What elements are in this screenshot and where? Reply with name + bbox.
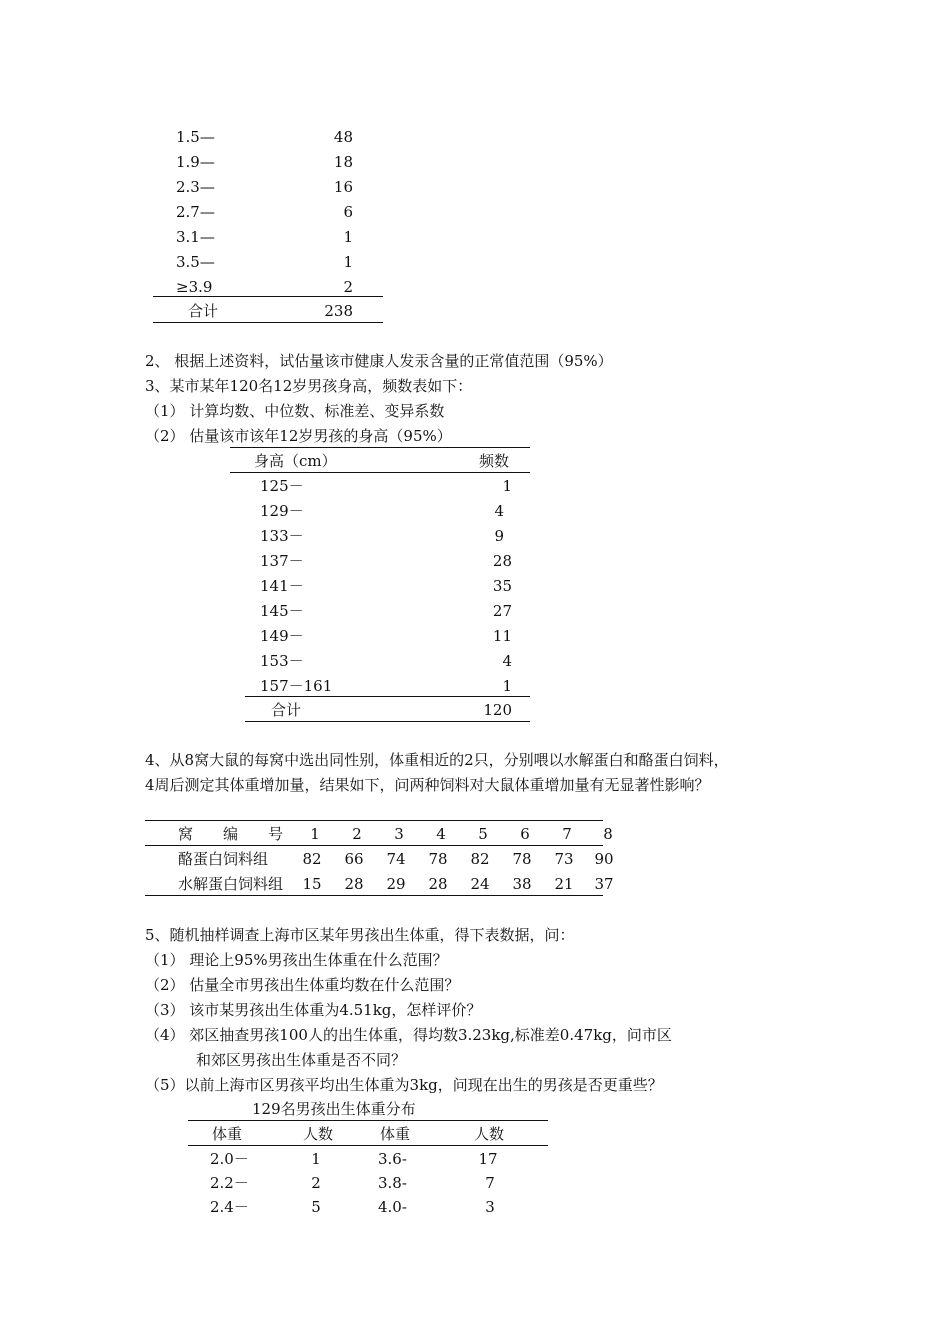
table3-cell: 29 [386, 875, 406, 893]
table4-cell: 2.4－ [210, 1198, 249, 1216]
table2-row-label: 133－ [260, 527, 304, 545]
table2-top-rule [230, 447, 530, 448]
table2-row-value: 4 [494, 502, 504, 520]
table3-cell: 82 [302, 850, 322, 868]
table1-row-label: 1.9— [176, 153, 215, 171]
table1-row-value: 1 [343, 253, 353, 271]
table2-row-label: 129－ [260, 502, 304, 520]
table1-total-label: 合计 [188, 302, 219, 320]
table2-total-label: 合计 [271, 701, 302, 719]
table3-cell: 90 [594, 850, 614, 868]
table4-cell: 7 [485, 1174, 495, 1192]
table3-cell: 82 [470, 850, 490, 868]
question-3-sub2: （2） 估量该市该年12岁男孩的身高（95%） [145, 427, 452, 445]
table4-cell: 2.0－ [210, 1150, 249, 1168]
table2-row-label: 153－ [260, 652, 304, 670]
table3-cell: 78 [428, 850, 448, 868]
table3-header-number: 4 [436, 825, 446, 843]
table4-cell: 2.2－ [210, 1174, 249, 1192]
table4-header-weight: 体重 [212, 1125, 243, 1143]
table3-top-rule [145, 820, 603, 821]
table1-row-value: 48 [333, 128, 353, 146]
table2-row-value: 35 [492, 577, 512, 595]
table2-row-label: 137－ [260, 552, 304, 570]
table1-row-value: 16 [333, 178, 353, 196]
table2-row-label: 149－ [260, 627, 304, 645]
table4-cell: 2 [311, 1174, 321, 1192]
table4-cell: 5 [311, 1198, 321, 1216]
table4-cell: 3.6- [378, 1150, 407, 1168]
table4-cell: 17 [478, 1150, 498, 1168]
table1-row-label: 3.5— [176, 253, 215, 271]
table4-header-weight: 体重 [380, 1125, 411, 1143]
table2-row-value: 11 [492, 627, 512, 645]
table1-bottom-rule [153, 322, 383, 323]
table3-header-number: 7 [562, 825, 572, 843]
table3-cell: 28 [344, 875, 364, 893]
table4-cell: 3.8- [378, 1174, 407, 1192]
table3-header-label: 窝 编 号 [178, 825, 284, 843]
table1-row-label: 2.7— [176, 203, 215, 221]
table3-row1-label: 酪蛋白饲料组 [178, 850, 269, 868]
question-4-line1: 4、从8窝大鼠的每窝中选出同性别，体重相近的2只，分别喂以水解蛋白和酪蛋白饲料， [145, 751, 729, 769]
table3-cell: 74 [386, 850, 406, 868]
table2-row-label: 145－ [260, 602, 304, 620]
table3-header-rule [145, 845, 603, 846]
table1-row-value: 1 [343, 228, 353, 246]
table3-header-number: 5 [478, 825, 488, 843]
table2-total-rule [245, 696, 530, 697]
table3-cell: 21 [554, 875, 574, 893]
table3-header-number: 6 [520, 825, 530, 843]
table4-cell: 1 [311, 1150, 321, 1168]
table2-row-label: 141－ [260, 577, 304, 595]
table1-row-value: 6 [343, 203, 353, 221]
question-5-title: 5、随机抽样调查上海市区某年男孩出生体重，得下表数据，问： [145, 926, 575, 944]
table2-row-value: 4 [502, 652, 512, 670]
question-5-sub4-line2: 和郊区男孩出生体重是否不同？ [196, 1051, 407, 1069]
table3-cell: 66 [344, 850, 364, 868]
question-5-sub2: （2） 估量全市男孩出生体重均数在什么范围？ [145, 976, 460, 994]
table4-cell: 4.0- [378, 1198, 407, 1216]
question-3-title: 3、某市某年120名12岁男孩身高，频数表如下： [145, 377, 473, 395]
table1-row-label: 1.5— [176, 128, 215, 146]
table3-row2-label: 水解蛋白饲料组 [178, 875, 284, 893]
question-5-sub4-line1: （4） 郊区抽查男孩100人的出生体重，得均数3.23kg,标准差0.47kg，问市区 [145, 1026, 672, 1044]
question-4-line2: 4周后测定其体重增加量，结果如下，问两种饲料对大鼠体重增加量有无显著性影响？ [145, 776, 710, 794]
table4-caption: 129名男孩出生体重分布 [252, 1100, 416, 1118]
table3-header-number: 1 [310, 825, 320, 843]
table2-header-freq: 频数 [479, 452, 510, 470]
table3-cell: 37 [594, 875, 614, 893]
table3-header-number: 2 [352, 825, 362, 843]
table4-cell: 3 [485, 1198, 495, 1216]
table1-total-rule [153, 296, 383, 297]
table2-row-value: 1 [502, 677, 512, 695]
table2-row-label: 157－161 [260, 677, 333, 695]
table2-row-value: 27 [492, 602, 512, 620]
table3-cell: 78 [512, 850, 532, 868]
table2-row-value: 1 [502, 477, 512, 495]
table3-bottom-rule [145, 895, 603, 896]
table2-bottom-rule [245, 721, 530, 722]
table3-cell: 38 [512, 875, 532, 893]
question-3-sub1: （1） 计算均数、中位数、标准差、变异系数 [145, 402, 445, 420]
table2-row-label: 125－ [260, 477, 304, 495]
table2-total-value: 120 [483, 701, 512, 719]
table4-top-rule [188, 1120, 548, 1121]
table2-header-rule [230, 472, 530, 473]
table3-header-number: 3 [394, 825, 404, 843]
question-5-sub5: （5）以前上海市区男孩平均出生体重为3kg，问现在出生的男孩是否更重些？ [145, 1076, 663, 1094]
table3-header-number: 8 [603, 825, 613, 843]
table1-row-label: 3.1— [176, 228, 215, 246]
table2-row-value: 28 [492, 552, 512, 570]
table3-cell: 73 [554, 850, 574, 868]
table4-header-rule [188, 1145, 548, 1146]
table3-cell: 24 [470, 875, 490, 893]
table1-row-label: 2.3— [176, 178, 215, 196]
table2-row-value: 9 [494, 527, 504, 545]
table1-row-value: 18 [333, 153, 353, 171]
table3-cell: 28 [428, 875, 448, 893]
question-2: 2、 根据上述资料，试估量该市健康人发汞含量的正常值范围（95%） [145, 352, 613, 370]
table1-row-value: 2 [343, 278, 353, 296]
table3-cell: 15 [302, 875, 322, 893]
table1-total-value: 238 [324, 302, 353, 320]
question-5-sub1: （1） 理论上95%男孩出生体重在什么范围？ [145, 951, 448, 969]
table4-header-count: 人数 [474, 1125, 505, 1143]
table4-header-count: 人数 [303, 1125, 334, 1143]
table2-header-height: 身高（cm） [254, 452, 337, 470]
table1-row-label: ≥3.9 [176, 278, 213, 296]
question-5-sub3: （3） 该市某男孩出生体重为4.51kg，怎样评价？ [145, 1001, 482, 1019]
